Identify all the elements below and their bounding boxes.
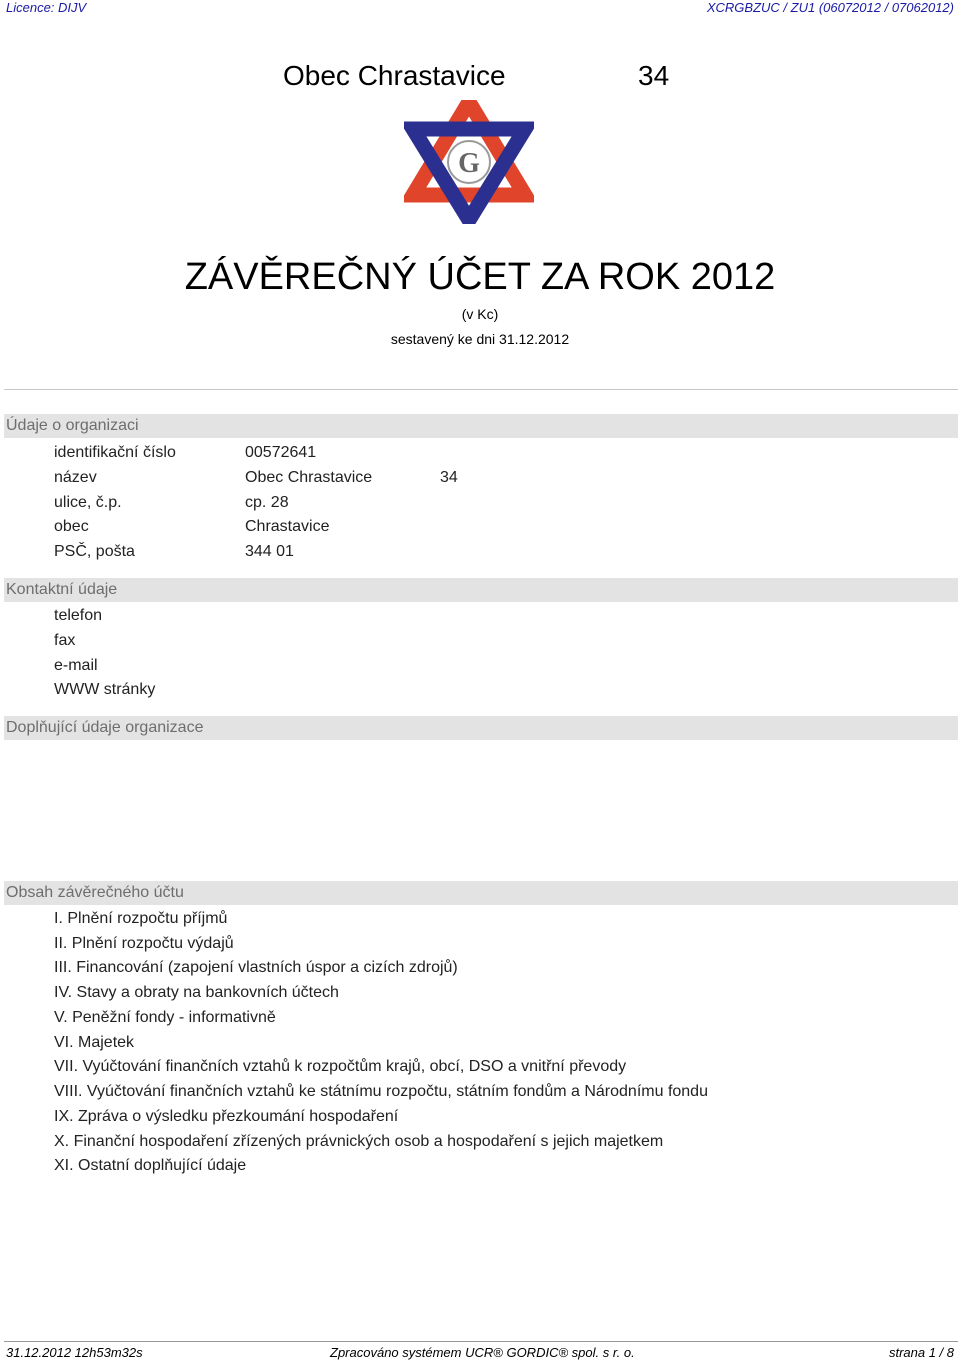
org-info-label: identifikační číslo [54, 444, 176, 461]
org-info-label: ulice, č.p. [54, 494, 122, 511]
org-info-label: název [54, 469, 97, 486]
organization-name: Obec Chrastavice [283, 60, 506, 91]
contact-label: telefon [54, 607, 103, 624]
contents-item: IX. Zpráva o výsledku přezkoumání hospodaření [54, 1108, 399, 1125]
contact-label: fax [54, 632, 76, 649]
report-code: XCRGBZUC / ZU1 (06072012 / 07062012) [706, 0, 954, 15]
org-info-value: 00572641 [245, 444, 317, 461]
logo-letter: G [458, 148, 480, 179]
contact-label: WWW stránky [54, 681, 156, 698]
org-info-value: Chrastavice [245, 518, 330, 535]
org-info-value: Obec Chrastavice [245, 469, 373, 486]
contents-item: V. Peněžní fondy - informativně [54, 1009, 276, 1026]
footer-divider [4, 1341, 958, 1342]
org-info-value: cp. 28 [245, 494, 289, 511]
section-contents: Obsah závěrečného účtu [4, 881, 958, 905]
section-org-info: Údaje o organizaci [4, 414, 958, 438]
contents-item: IV. Stavy a obraty na bankovních účtech [54, 984, 339, 1001]
org-info-label: obec [54, 518, 89, 535]
footer-page-number: strana 1 / 8 [888, 1345, 954, 1360]
footer-processed-by: Zpracováno systémem UCR® GORDIC® spol. s r. o. [330, 1345, 635, 1360]
gordic-logo [404, 100, 534, 224]
org-info-label: PSČ, pošta [54, 543, 135, 560]
licence-label: Licence: DIJV [6, 0, 87, 15]
report-date: sestavený ke dni 31.12.2012 [390, 331, 570, 347]
footer-timestamp: 31.12.2012 12h53m32s [6, 1345, 143, 1360]
contact-label: e-mail [54, 657, 98, 674]
contents-item: VIII. Vyúčtování finančních vztahů ke státnímu rozpočtu, státním fondům a Národnímu fondu [54, 1083, 708, 1100]
contents-item: II. Plnění rozpočtu výdajů [54, 935, 234, 952]
contents-item: XI. Ostatní doplňující údaje [54, 1157, 247, 1174]
contents-item: III. Financování (zapojení vlastních úspor a cizích zdrojů) [54, 959, 458, 976]
report-title: ZÁVĚREČNÝ ÚČET ZA ROK 2012 [184, 256, 776, 298]
section-contact: Kontaktní údaje [4, 578, 958, 602]
org-info-value: 344 01 [245, 543, 294, 560]
section-additional: Doplňující údaje organizace [4, 716, 958, 740]
organization-number: 34 [638, 60, 670, 91]
report-currency: (v Kc) [461, 306, 499, 322]
contents-item: X. Finanční hospodaření zřízených právnických osob a hospodaření s jejich majetkem [54, 1133, 664, 1150]
divider [4, 389, 958, 390]
contents-item: VII. Vyúčtování finančních vztahů k rozpočtům krajů, obcí, DSO a vnitřní převody [54, 1058, 627, 1075]
org-info-extra: 34 [440, 469, 458, 486]
contents-item: I. Plnění rozpočtu příjmů [54, 910, 228, 927]
contents-item: VI. Majetek [54, 1034, 135, 1051]
